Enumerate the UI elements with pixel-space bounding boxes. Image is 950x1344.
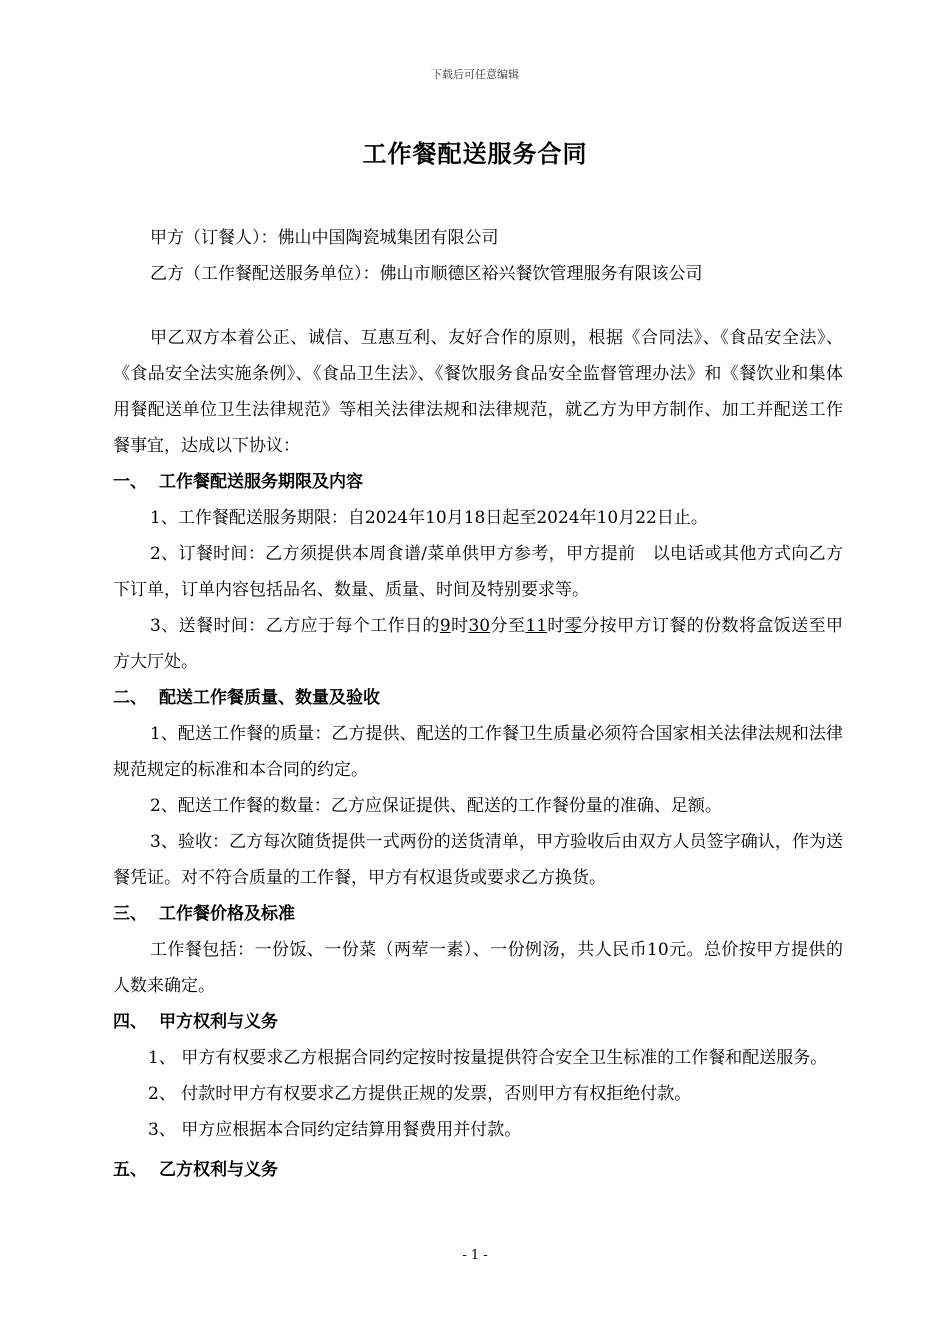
s4-clause-3: 3、 甲方应根据本合同约定结算用餐费用并付款。: [148, 1120, 522, 1140]
section-title: 乙方权利与义务: [159, 1160, 278, 1180]
contract-body: [113, 320, 843, 1188]
text-run: 时: [547, 616, 565, 636]
text-run: 分至: [490, 616, 526, 636]
end-hour: 11: [525, 616, 548, 636]
section-title: 工作餐配送服务期限及内容: [159, 472, 363, 492]
s3-clause-1: 工作餐包括：一份饭、一份菜（两荤一素）、一份例汤，共人民币10元。总价按甲方提供的人数来确定。: [113, 940, 843, 996]
section-5-heading: [113, 1152, 843, 1188]
text-run: 分按甲方订餐的份数将盒饭送至甲方大厅处。: [113, 616, 844, 672]
section-4-heading: [113, 1004, 843, 1040]
s4-clause-1: 1、 甲方有权要求乙方根据合同约定按时按量提供符合安全卫生标准的工作餐和配送服务。: [148, 1048, 828, 1068]
section-3-heading: [113, 896, 843, 932]
s2-clause-2: 2、配送工作餐的数量：乙方应保证提供、配送的工作餐份量的准确、足额。: [150, 796, 722, 816]
section-1-heading: [113, 464, 843, 500]
section-number: 二、: [113, 688, 147, 708]
end-minute: 零: [564, 616, 583, 636]
document-title: 工作餐配送服务合同: [362, 139, 588, 168]
start-minute: 30: [468, 616, 491, 636]
party-a: 甲方（订餐人）：佛山中国陶瓷城集团有限公司: [150, 228, 499, 248]
s1-clause-1: 1、工作餐配送服务期限：自2024年10月18日起至2024年10月22日止。: [150, 508, 708, 528]
page-header: 下载后可任意编辑: [431, 68, 519, 81]
text-run: 3、送餐时间：乙方应于每个工作日的: [150, 616, 440, 636]
section-title: 工作餐价格及标准: [159, 904, 295, 924]
section-number: 四、: [113, 1012, 147, 1032]
s1-clause-3: [113, 608, 843, 680]
section-2-heading: [113, 680, 843, 716]
section-number: 三、: [113, 904, 147, 924]
s2-clause-1: 1、配送工作餐的质量：乙方提供、配送的工作餐卫生质量必须符合国家相关法律法规和法律规范规定的标准和本合同的约定。: [113, 724, 843, 780]
s2-clause-3: 3、验收：乙方每次随货提供一式两份的送货清单，甲方验收后由双方人员签字确认，作为送餐凭证。对不符合质量的工作餐，甲方有权退货或要求乙方换货。: [113, 832, 843, 888]
section-number: 一、: [113, 472, 147, 492]
start-hour: 9: [439, 616, 451, 636]
s4-clause-2: 2、 付款时甲方有权要求乙方提供正规的发票，否则甲方有权拒绝付款。: [148, 1084, 692, 1104]
text-run: 时: [450, 616, 469, 636]
page-number: - 1 -: [462, 1248, 488, 1263]
section-title: 甲方权利与义务: [159, 1012, 278, 1032]
intro-paragraph: 甲乙双方本着公正、诚信、互惠互利、友好合作的原则，根据《合同法》、《食品安全法》、《食品安全法实施条例》、《食品卫生法》、《餐饮服务食品安全监督管理办法》和《餐饮业和集体用餐配送单位卫生法律规范》等相关法律法规和法律规范，就乙方为甲方制作、加工并配送工作餐事宜，达成以下协议：: [113, 328, 843, 456]
section-title: 配送工作餐质量、数量及验收: [159, 688, 380, 708]
s1-clause-2: 2、订餐时间：乙方须提供本周食谱/菜单供甲方参考，甲方提前 以电话或其他方式向乙方下订单，订单内容包括品名、数量、质量、时间及特别要求等。: [113, 544, 843, 600]
section-number: 五、: [113, 1160, 147, 1180]
party-b: 乙方（工作餐配送服务单位）：佛山市顺德区裕兴餐饮管理服务有限该公司: [150, 264, 703, 284]
